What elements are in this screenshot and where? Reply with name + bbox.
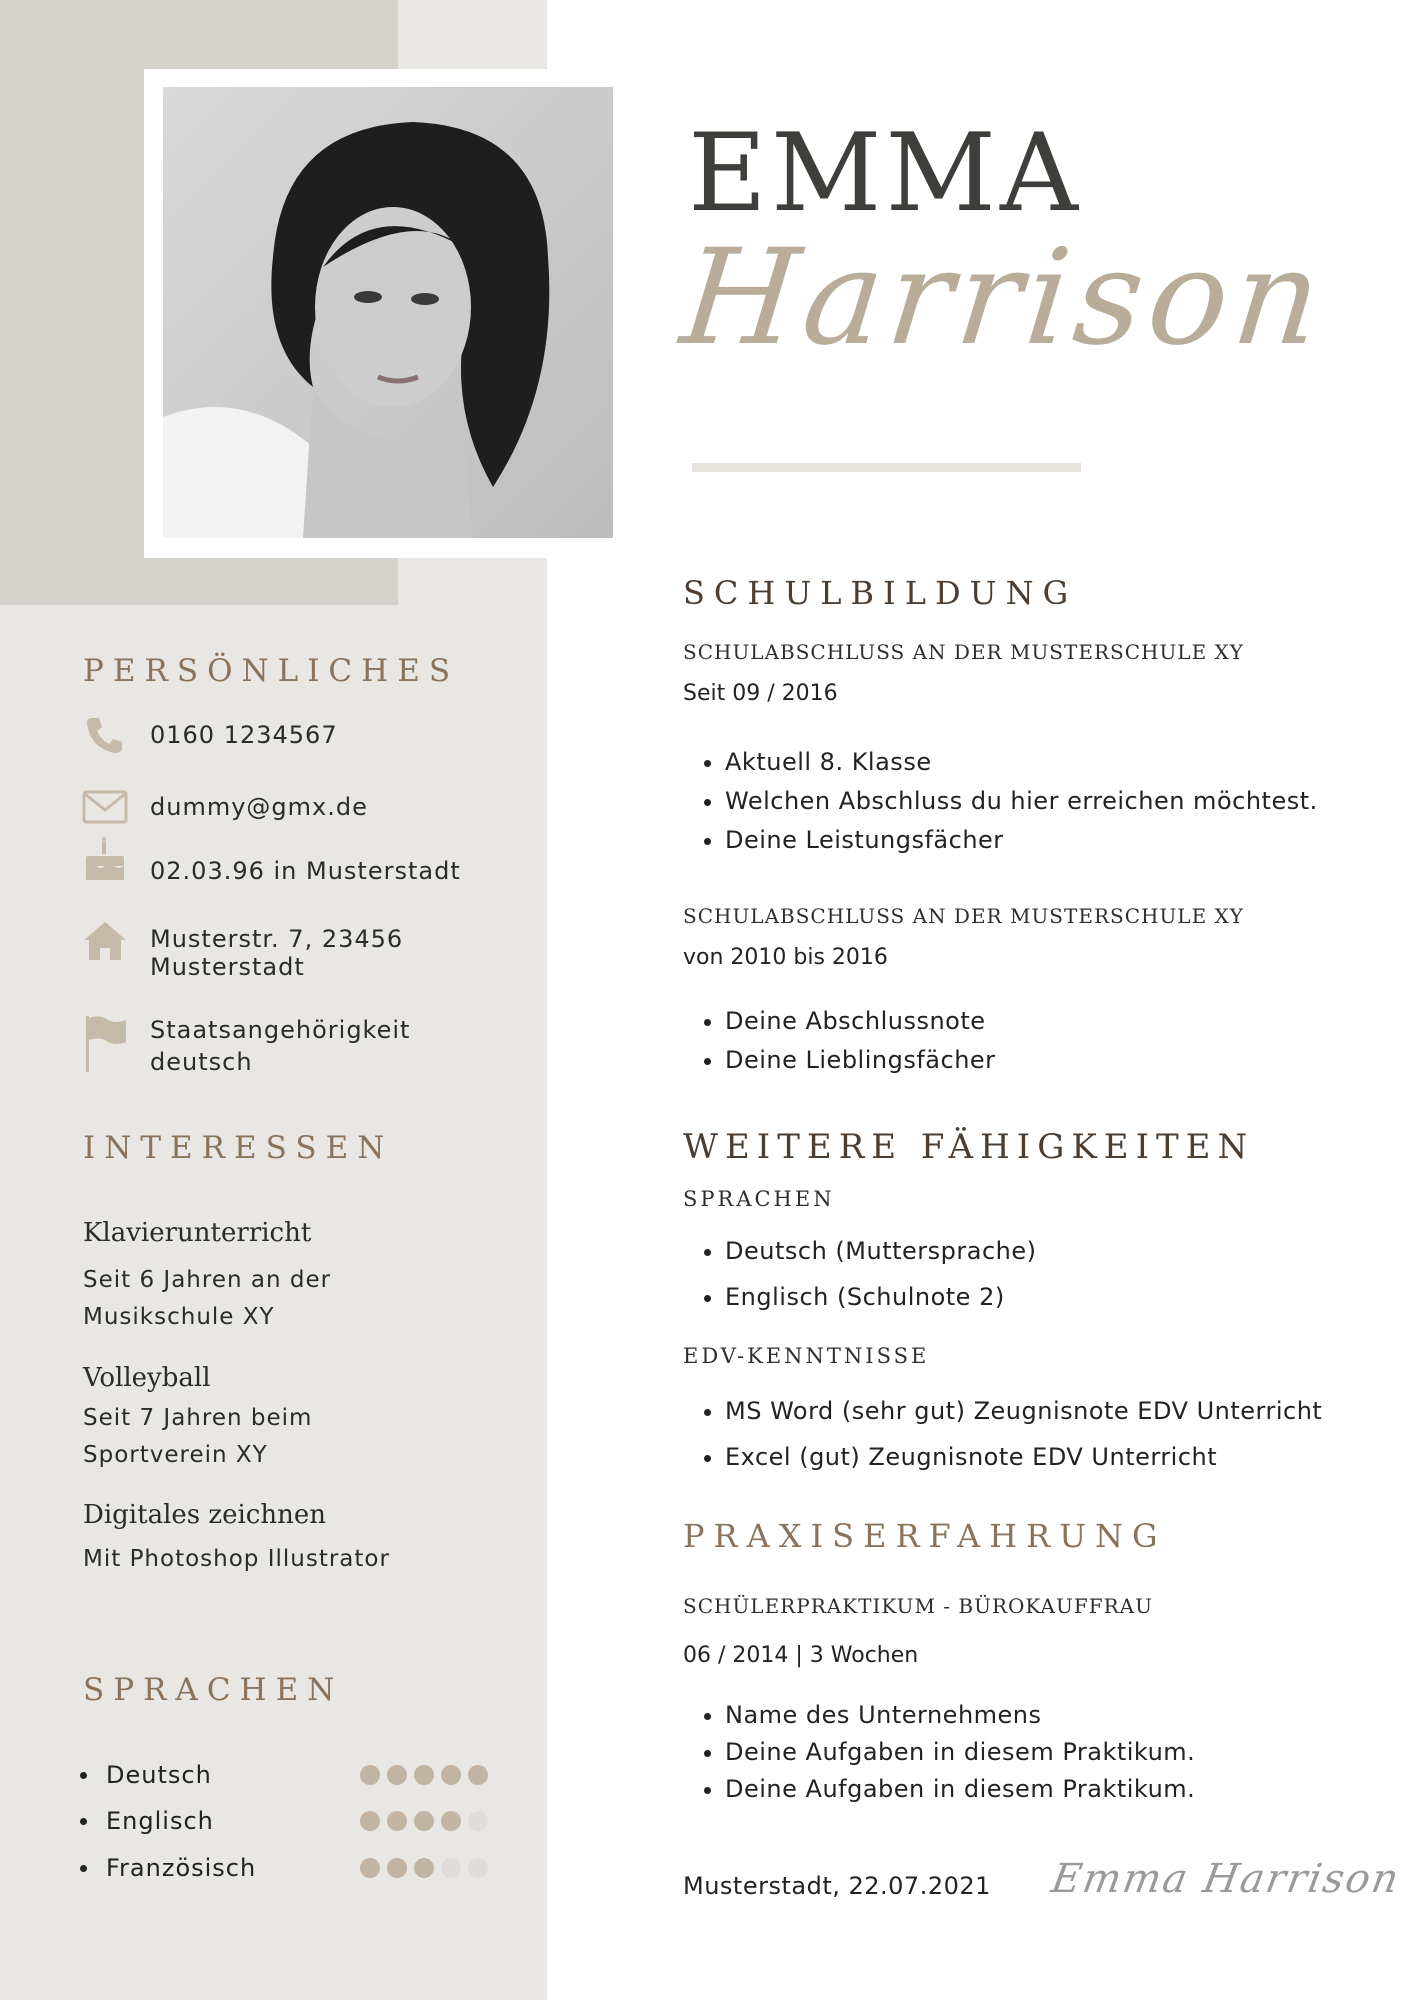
nationality-value: deutsch xyxy=(150,1048,253,1076)
contact-nationality xyxy=(82,1014,410,1078)
list-item: • Excel (gut) Zeugnisnote EDV Unterricht xyxy=(725,1434,1322,1480)
proficiency-dot-filled xyxy=(414,1765,434,1785)
practice-entry-period: 06 / 2014 | 3 Wochen xyxy=(683,1643,919,1668)
list-item: • Deutsch (Muttersprache) xyxy=(725,1228,1037,1274)
place-date: Musterstadt, 22.07.2021 xyxy=(683,1872,991,1900)
language-item xyxy=(80,1806,500,1836)
list-item: • Deine Lieblingsfächer xyxy=(725,1041,996,1080)
address-line-2: Musterstadt xyxy=(150,953,305,981)
interests-heading: INTERESSEN xyxy=(83,1130,394,1166)
interest-desc-line: Mit Photoshop Illustrator xyxy=(83,1546,390,1572)
proficiency-dot-filled xyxy=(441,1811,461,1831)
school-entry-title: SCHULABSCHLUSS AN DER MUSTERSCHULE XY xyxy=(683,904,1244,928)
proficiency-dot-empty xyxy=(468,1811,488,1831)
nationality-block xyxy=(150,1014,410,1078)
profile-photo xyxy=(163,87,613,538)
practice-entry-bullets xyxy=(683,1697,1195,1808)
last-name: Harrison xyxy=(674,221,1334,375)
school-entry-bullets xyxy=(683,743,1318,860)
bullet xyxy=(80,1818,87,1825)
language-item xyxy=(80,1853,500,1883)
profile-photo-frame xyxy=(144,69,634,558)
first-name: EMMA xyxy=(688,111,1082,236)
list-item: • Deine Aufgaben in diesem Praktikum. xyxy=(725,1771,1195,1808)
language-label: Deutsch xyxy=(106,1761,212,1789)
proficiency-dot-empty xyxy=(441,1858,461,1878)
phone-number: 0160 1234567 xyxy=(150,721,338,749)
name-divider xyxy=(692,463,1081,472)
proficiency-dot-filled xyxy=(360,1811,380,1831)
skills-heading: WEITERE FÄHIGKEITEN xyxy=(683,1127,1255,1167)
interest-title: Klavierunterricht xyxy=(83,1218,312,1248)
contact-phone xyxy=(82,712,338,758)
interest-desc-line: Seit 6 Jahren an der xyxy=(83,1267,332,1293)
interest-title: Volleyball xyxy=(83,1363,211,1393)
list-item: • Englisch (Schulnote 2) xyxy=(725,1274,1037,1320)
skills-languages-subheading: SPRACHEN xyxy=(683,1187,835,1211)
proficiency-dot-filled xyxy=(360,1858,380,1878)
proficiency-dot-filled xyxy=(360,1765,380,1785)
birth-info: 02.03.96 in Musterstadt xyxy=(150,857,461,885)
envelope-icon xyxy=(82,784,128,830)
list-item: • Aktuell 8. Klasse xyxy=(725,743,1318,782)
proficiency-dot-filled xyxy=(441,1765,461,1785)
practice-heading: PRAXISERFAHRUNG xyxy=(683,1517,1167,1555)
contact-address xyxy=(82,918,403,981)
email-address: dummy@gmx.de xyxy=(150,793,368,821)
interest-desc-line: Musikschule XY xyxy=(83,1304,275,1330)
language-item xyxy=(80,1760,500,1790)
address-block xyxy=(150,925,403,981)
language-label: Französisch xyxy=(106,1854,257,1882)
birthday-cake-icon xyxy=(82,836,128,882)
list-item: • Deine Aufgaben in diesem Praktikum. xyxy=(725,1734,1195,1771)
bullet xyxy=(80,1865,87,1872)
contact-email xyxy=(82,784,368,830)
proficiency-dot-filled xyxy=(468,1765,488,1785)
interest-desc-line: Sportverein XY xyxy=(83,1442,268,1468)
nationality-label: Staatsangehörigkeit xyxy=(150,1016,411,1044)
school-entry-bullets xyxy=(683,1002,996,1080)
language-label: Englisch xyxy=(106,1807,214,1835)
proficiency-dot-filled xyxy=(414,1811,434,1831)
proficiency-dot-filled xyxy=(387,1765,407,1785)
practice-entry-title: SCHÜLERPRAKTIKUM - BÜROKAUFFRAU xyxy=(683,1594,1153,1618)
list-item: • Deine Leistungsfächer xyxy=(725,821,1318,860)
proficiency-dot-empty xyxy=(468,1858,488,1878)
contact-birth xyxy=(82,836,461,885)
proficiency-dot-filled xyxy=(387,1811,407,1831)
proficiency-dot-filled xyxy=(414,1858,434,1878)
list-item: • Welchen Abschluss du hier erreichen möchtest. xyxy=(725,782,1318,821)
flag-icon xyxy=(82,1014,128,1072)
phone-icon xyxy=(82,712,128,758)
list-item: • MS Word (sehr gut) Zeugnisnote EDV Unterricht xyxy=(725,1388,1322,1434)
proficiency-dot-filled xyxy=(387,1858,407,1878)
school-entry-period: von 2010 bis 2016 xyxy=(683,945,888,970)
proficiency-dots xyxy=(360,1765,495,1785)
interest-desc-line: Seit 7 Jahren beim xyxy=(83,1405,313,1431)
proficiency-dots xyxy=(360,1811,495,1831)
house-icon xyxy=(82,918,128,964)
skills-it-list xyxy=(683,1388,1322,1480)
school-entry-period: Seit 09 / 2016 xyxy=(683,681,838,706)
school-heading: SCHULBILDUNG xyxy=(683,574,1078,612)
school-entry-title: SCHULABSCHLUSS AN DER MUSTERSCHULE XY xyxy=(683,640,1244,664)
bullet xyxy=(80,1772,87,1779)
skills-languages-list xyxy=(683,1228,1037,1320)
proficiency-dots xyxy=(360,1858,495,1878)
address-line-1: Musterstr. 7, 23456 xyxy=(150,925,404,953)
list-item: • Name des Unternehmens xyxy=(725,1697,1195,1734)
personal-heading: PERSÖNLICHES xyxy=(83,653,460,689)
skills-it-subheading: EDV-KENNTNISSE xyxy=(683,1344,930,1368)
languages-heading: SPRACHEN xyxy=(83,1672,344,1708)
list-item: • Deine Abschlussnote xyxy=(725,1002,996,1041)
signature: Emma Harrison xyxy=(1047,1856,1404,1902)
interest-title: Digitales zeichnen xyxy=(83,1500,326,1530)
